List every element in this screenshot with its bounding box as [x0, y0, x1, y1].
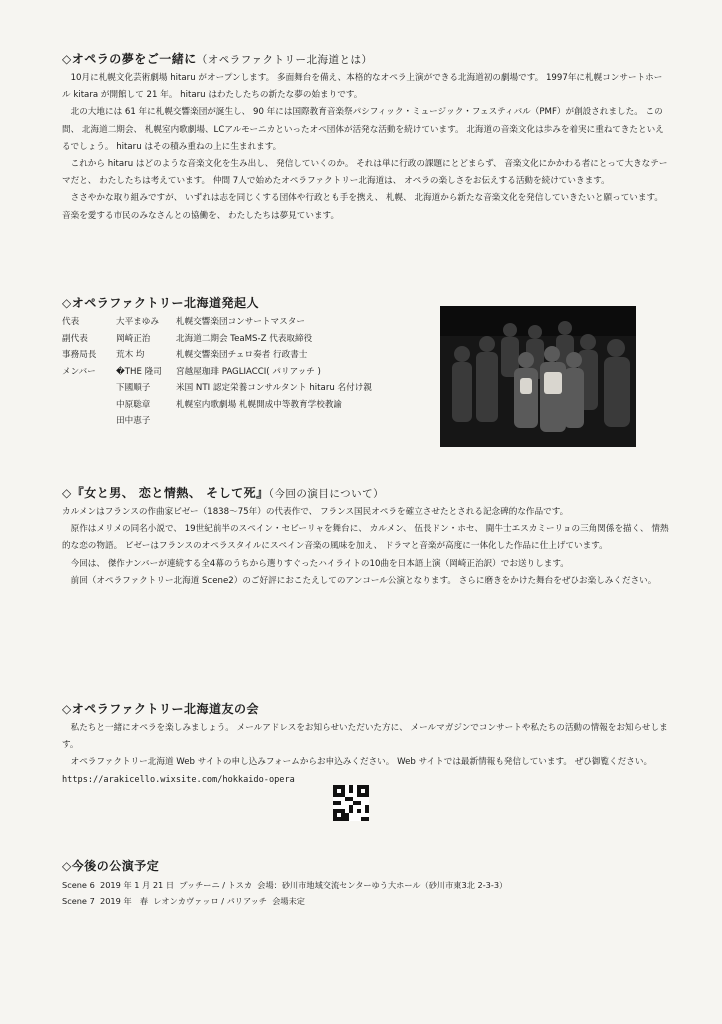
- member-title: 札幌交響楽団コンサートマスター: [176, 317, 305, 327]
- schedule-scene: Scene 6: [62, 880, 95, 890]
- member-row: [62, 315, 434, 332]
- member-row: [62, 414, 434, 431]
- member-title: 北海道二期会 TeaMS-Z 代表取締役: [176, 333, 313, 344]
- founders-table: [62, 315, 434, 431]
- member-row: [62, 398, 434, 415]
- group-photo-graphic: [440, 306, 636, 447]
- member-role: メンバー: [62, 366, 96, 377]
- friends-heading: ◇オペラファクトリー北海道友の会: [62, 702, 259, 716]
- qr-code-icon: [333, 785, 369, 821]
- member-name: 荒木 均: [116, 350, 145, 360]
- friends-paragraph: オペラファクトリー北海道 Web サイトの申し込みフォームからお申込みください。 Web サイトでは最新情報も発信しています。 ぜひ御覧ください。: [70, 757, 653, 768]
- member-title: 米国 NTI 認定栄養コンサルタント hitaru 名付け親: [176, 383, 372, 393]
- member-name: 中原聡章: [116, 399, 151, 410]
- member-role: 副代表: [62, 333, 88, 344]
- intro-section: [62, 50, 670, 225]
- program-heading-text: ◇『女と男、 恋と情熱、 そして死』: [62, 486, 269, 500]
- member-row: [62, 348, 434, 365]
- member-role: [62, 414, 116, 431]
- member-title: 宮越屋珈琲 PAGLIACCI( パリアッチ ): [176, 366, 321, 377]
- schedule-item: [62, 877, 670, 893]
- member-title: [176, 414, 434, 431]
- member-role: [62, 398, 116, 415]
- member-name: 田中恵子: [116, 416, 151, 426]
- member-title: 札幌室内歌劇場 札幌開成中等教育学校教諭: [176, 399, 343, 410]
- friends-paragraph: 私たちと一緒にオペラを楽しみましょう。 メールアドレスをお知らせいただいた方に、 メールマガジンでコンサートや私たちの活動の情報をお知らせします。: [62, 723, 668, 751]
- intro-paragraph: これから hitaru はどのような音楽文化を生み出し、 発信していくのか。 それは単に行政の課題にとどまらず、 音楽文化にかかわる者にとって大きなテーマだと、 わたしたちは考えています。 仲間 7人で始めたオペラファクトリー北海道は、 オペラの楽しさをお伝えする活動を続けていきます。: [62, 159, 668, 187]
- intro-paragraph: ささやかな取り組みですが、 いずれは志を同じくする団体や行政とも手を携え、 札幌、 北海道から新たな音楽文化を発信していきたいと願っています。 音楽を愛する市民のみなさんとの協働を、 わたしたちは夢見ています。: [62, 193, 663, 221]
- member-row: [62, 381, 434, 398]
- schedule-work: レオンカヴァッロ / パリアッチ: [153, 896, 267, 906]
- member-name: 岡崎正治: [116, 333, 151, 344]
- intro-paragraph: 10月に札幌文化芸術劇場 hitaru がオープンします。 多面舞台を備え、本格的なオペラ上演ができる北海道初の劇場です。 1997年に札幌コンサートホール kitara が開館して 21 年。 hitaru はわたしたちの新たな夢の始まりです。: [62, 73, 663, 101]
- program-heading-sub: （今回の演目について）: [268, 488, 385, 500]
- member-title: 札幌交響楽団チェロ奏者 行政書士: [176, 350, 308, 360]
- friends-section: [62, 700, 670, 789]
- member-name: �THE 隆司: [116, 366, 162, 377]
- schedule-date: 2019 年 春: [100, 896, 149, 906]
- intro-heading-sub: （オペラファクトリー北海道とは）: [196, 54, 373, 66]
- program-heading: [62, 484, 670, 501]
- member-row: [62, 332, 434, 349]
- schedule-scene: Scene 7: [62, 896, 95, 906]
- member-name: 下國順子: [116, 383, 151, 393]
- member-role: 事務局長: [62, 350, 97, 360]
- schedule-section: [62, 857, 670, 909]
- intro-paragraph: 北の大地には 61 年に札幌交響楽団が誕生し、 90 年には国際教育音楽祭パシフィック・ミュージック・フェスティバル（PMF）が創設されました。 この間、 北海道二期会、 札幌室内歌劇場、LCアルモーニカといったオペ団体が活発な活動を続けています。 北海道の音楽文化は歩みを着実に重ねてきたといえるでしょう。 hitaru はその積み重ねの上に生まれます。: [62, 107, 664, 152]
- program-paragraph: カルメンはフランスの作曲家ビゼー（1838～75年）の代表作で、 フランス国民オペラを確立させたとされる記念碑的な作品です。: [62, 507, 569, 517]
- member-name: 大平まゆみ: [116, 317, 159, 327]
- schedule-date: 2019 年 1 月 21 日: [100, 880, 175, 890]
- program-paragraph: 今回は、 傑作ナンバーが連続する全4幕のうちから選りすぐったハイライトの10曲を日本語上演（岡崎正治訳）でお送りします。: [70, 558, 569, 569]
- founders-heading: ◇オペラファクトリー北海道発起人: [62, 296, 259, 310]
- intro-heading-text: ◇オペラの夢をご一緒に: [62, 52, 197, 66]
- program-paragraph: 前回（オペラファクトリー北海道 Scene2）のご好評におこたえしてのアンコール公演となります。 さらに磨きをかけた舞台をぜひお楽しみください。: [70, 575, 657, 586]
- schedule-item: [62, 893, 670, 909]
- program-paragraph: 原作はメリメの同名小説で、 19世紀前半のスペイン・セビーリャを舞台に、 カルメン、 伍長ドン・ホセ、 闘牛士エスカミーリョの三角関係を描く、 情熱的な恋の物語。 ビゼーはフランスのオペラスタイルにスペイン音楽の風味を加え、 ドラマと音楽が高度に一体化した作品に仕上げています。: [62, 524, 669, 552]
- schedule-venue: 会場：砂川市地域交流センターゆう大ホール（砂川市東3北 2-3-3）: [257, 880, 508, 890]
- group-photo: [440, 306, 636, 447]
- member-role: [62, 381, 116, 398]
- intro-heading: [62, 50, 670, 67]
- schedule-heading: ◇今後の公演予定: [62, 859, 160, 873]
- member-row: [62, 365, 434, 382]
- website-link[interactable]: https://arakicello.wixsite.com/hokkaido-opera: [62, 774, 295, 785]
- program-section: [62, 484, 670, 590]
- schedule-work: プッチーニ / トスカ: [179, 880, 253, 890]
- schedule-venue: 会場未定: [272, 896, 305, 906]
- member-role: 代表: [62, 317, 80, 327]
